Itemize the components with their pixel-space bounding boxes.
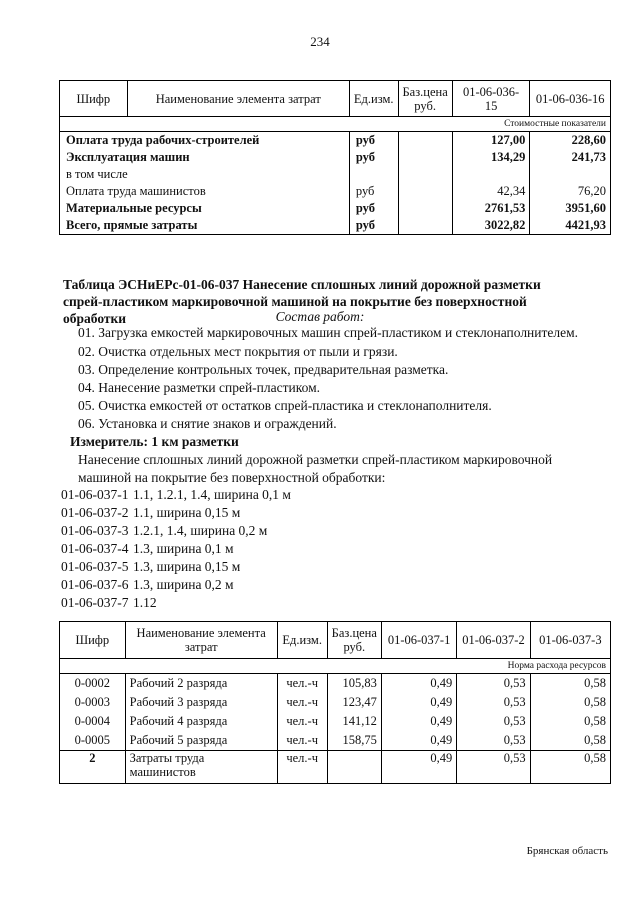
row-value-3: 0,58 (530, 751, 610, 784)
variant-code: 01-06-037-6 (61, 577, 129, 592)
variant-item (61, 595, 157, 611)
work-item: 02. Очистка отдельных мест покрытия от пыли и грязи. (78, 344, 398, 359)
row-code: 0-0005 (60, 731, 126, 751)
row-value-2: 0,53 (457, 731, 530, 751)
row-unit: руб (349, 217, 398, 235)
table-row (60, 731, 611, 751)
row-value-2: 0,53 (457, 693, 530, 712)
row-value-2: 241,73 (530, 149, 611, 166)
header-base-price: Баз.цена руб. (398, 81, 452, 117)
row-value-1: 0,49 (381, 731, 456, 751)
header-name: Наименование элемента затрат (125, 622, 277, 659)
header-col-1: 01-06-037-1 (381, 622, 456, 659)
row-value-2: 0,53 (457, 712, 530, 731)
header-col-2: 01-06-036-16 (530, 81, 611, 117)
row-value-1 (452, 166, 530, 183)
cost-table (59, 80, 611, 235)
row-unit: чел.-ч (277, 674, 327, 694)
row-unit: руб (349, 200, 398, 217)
table-row (60, 712, 611, 731)
work-composition-heading: Состав работ: (275, 309, 365, 324)
cost-indicators-label: Стоимостные показатели (60, 117, 611, 132)
row-value-2: 0,53 (457, 674, 530, 694)
row-value-3: 0,58 (530, 712, 610, 731)
row-value-1: 2761,53 (452, 200, 530, 217)
row-value-3: 0,58 (530, 674, 610, 694)
row-unit: чел.-ч (277, 712, 327, 731)
table-row (60, 200, 611, 217)
row-unit: руб (349, 183, 398, 200)
row-value-3: 0,58 (530, 693, 610, 712)
table-row (60, 183, 611, 200)
row-name: Рабочий 4 разряда (125, 712, 277, 731)
variant-code: 01-06-037-5 (61, 559, 129, 574)
variant-code: 01-06-037-3 (61, 523, 129, 538)
row-name: Затраты труда машинистов (125, 751, 277, 784)
header-col-1: 01-06-036-15 (452, 81, 530, 117)
row-unit: чел.-ч (277, 731, 327, 751)
variant-code: 01-06-037-1 (61, 487, 129, 502)
header-code: Шифр (60, 622, 126, 659)
page-number: 234 (310, 34, 330, 49)
variant-text: 1.12 (133, 595, 157, 610)
row-value-1: 0,49 (381, 674, 456, 694)
variant-code: 01-06-037-2 (61, 505, 129, 520)
row-code: 0-0002 (60, 674, 126, 694)
variant-text: 1.3, ширина 0,1 м (133, 541, 234, 556)
row-code: 0-0004 (60, 712, 126, 731)
row-name: Всего, прямые затраты (60, 217, 350, 235)
row-value-2: 228,60 (530, 132, 611, 150)
row-value-1: 0,49 (381, 712, 456, 731)
resource-table (59, 621, 611, 784)
table-row (60, 751, 611, 784)
footer-region: Брянская область (526, 845, 608, 857)
section-title: Таблица ЭСНиЕРс-01-06-037 Нанесение сплошных линий дорожной разметки спрей-пластиком маркировочной машиной на покрытие без поверхностной обработки (63, 277, 541, 326)
row-code: 0-0003 (60, 693, 126, 712)
row-value-2: 76,20 (530, 183, 611, 200)
row-value-1: 3022,82 (452, 217, 530, 235)
variant-item (61, 577, 234, 593)
row-name: Рабочий 2 разряда (125, 674, 277, 694)
row-value-2: 3951,60 (530, 200, 611, 217)
row-price: 105,83 (327, 674, 381, 694)
variant-text: 1.2.1, 1.4, ширина 0,2 м (133, 523, 268, 538)
row-name: Рабочий 3 разряда (125, 693, 277, 712)
row-price: 158,75 (327, 731, 381, 751)
table-row (60, 166, 611, 183)
variant-text: 1.1, 1.2.1, 1.4, ширина 0,1 м (133, 487, 291, 502)
header-name: Наименование элемента затрат (127, 81, 349, 117)
row-value-2: 0,53 (457, 751, 530, 784)
row-price (327, 751, 381, 784)
header-col-3: 01-06-037-3 (530, 622, 610, 659)
row-unit (349, 166, 398, 183)
row-name: Материальные ресурсы (60, 200, 350, 217)
row-name: Рабочий 5 разряда (125, 731, 277, 751)
work-item: 06. Установка и снятие знаков и ограждений. (78, 416, 337, 431)
work-item: 04. Нанесение разметки спрей-пластиком. (78, 380, 321, 395)
row-unit: руб (349, 149, 398, 166)
row-value-3: 0,58 (530, 731, 610, 751)
row-unit: чел.-ч (277, 693, 327, 712)
row-value-1: 127,00 (452, 132, 530, 150)
work-item: 05. Очистка емкостей от остатков спрей-пластика и стеклонаполнителя. (78, 398, 492, 413)
variant-item (61, 541, 234, 557)
variant-item (61, 487, 291, 503)
table-row (60, 693, 611, 712)
row-value-2 (530, 166, 611, 183)
row-name: Оплата труда машинистов (60, 183, 350, 200)
header-base-price: Баз.цена руб. (327, 622, 381, 659)
row-value-1: 42,34 (452, 183, 530, 200)
row-price: 123,47 (327, 693, 381, 712)
description: Нанесение сплошных линий дорожной разметки спрей-пластиком маркировочной машиной на покрытие без поверхностной обработки: (78, 452, 553, 485)
header-col-2: 01-06-037-2 (457, 622, 530, 659)
variant-code: 01-06-037-7 (61, 595, 129, 610)
table-row (60, 217, 611, 235)
row-name: в том числе (60, 166, 350, 183)
meter-label: Измеритель: 1 км разметки (70, 434, 239, 449)
header-code: Шифр (60, 81, 128, 117)
row-code: 2 (60, 751, 126, 784)
variant-text: 1.1, ширина 0,15 м (133, 505, 241, 520)
resource-norm-label: Норма расхода ресурсов (60, 659, 611, 674)
table-row (60, 132, 611, 150)
work-item: 03. Определение контрольных точек, предварительная разметка. (78, 362, 449, 377)
variant-item (61, 523, 267, 539)
row-name: Эксплуатация машин (60, 149, 350, 166)
row-unit: руб (349, 132, 398, 150)
row-name: Оплата труда рабочих-строителей (60, 132, 350, 150)
row-value-1: 0,49 (381, 751, 456, 784)
header-unit: Ед.изм. (349, 81, 398, 117)
variant-text: 1.3, ширина 0,2 м (133, 577, 234, 592)
table-row (60, 149, 611, 166)
header-unit: Ед.изм. (277, 622, 327, 659)
variant-code: 01-06-037-4 (61, 541, 129, 556)
work-item: 01. Загрузка емкостей маркировочных машин спрей-пластиком и стеклонаполнителем. (78, 325, 579, 340)
row-unit: чел.-ч (277, 751, 327, 784)
row-value-1: 0,49 (381, 693, 456, 712)
table-row (60, 674, 611, 694)
variant-item (61, 559, 240, 575)
variant-item (61, 505, 240, 521)
row-price: 141,12 (327, 712, 381, 731)
row-value-2: 4421,93 (530, 217, 611, 235)
variant-text: 1.3, ширина 0,15 м (133, 559, 241, 574)
row-value-1: 134,29 (452, 149, 530, 166)
